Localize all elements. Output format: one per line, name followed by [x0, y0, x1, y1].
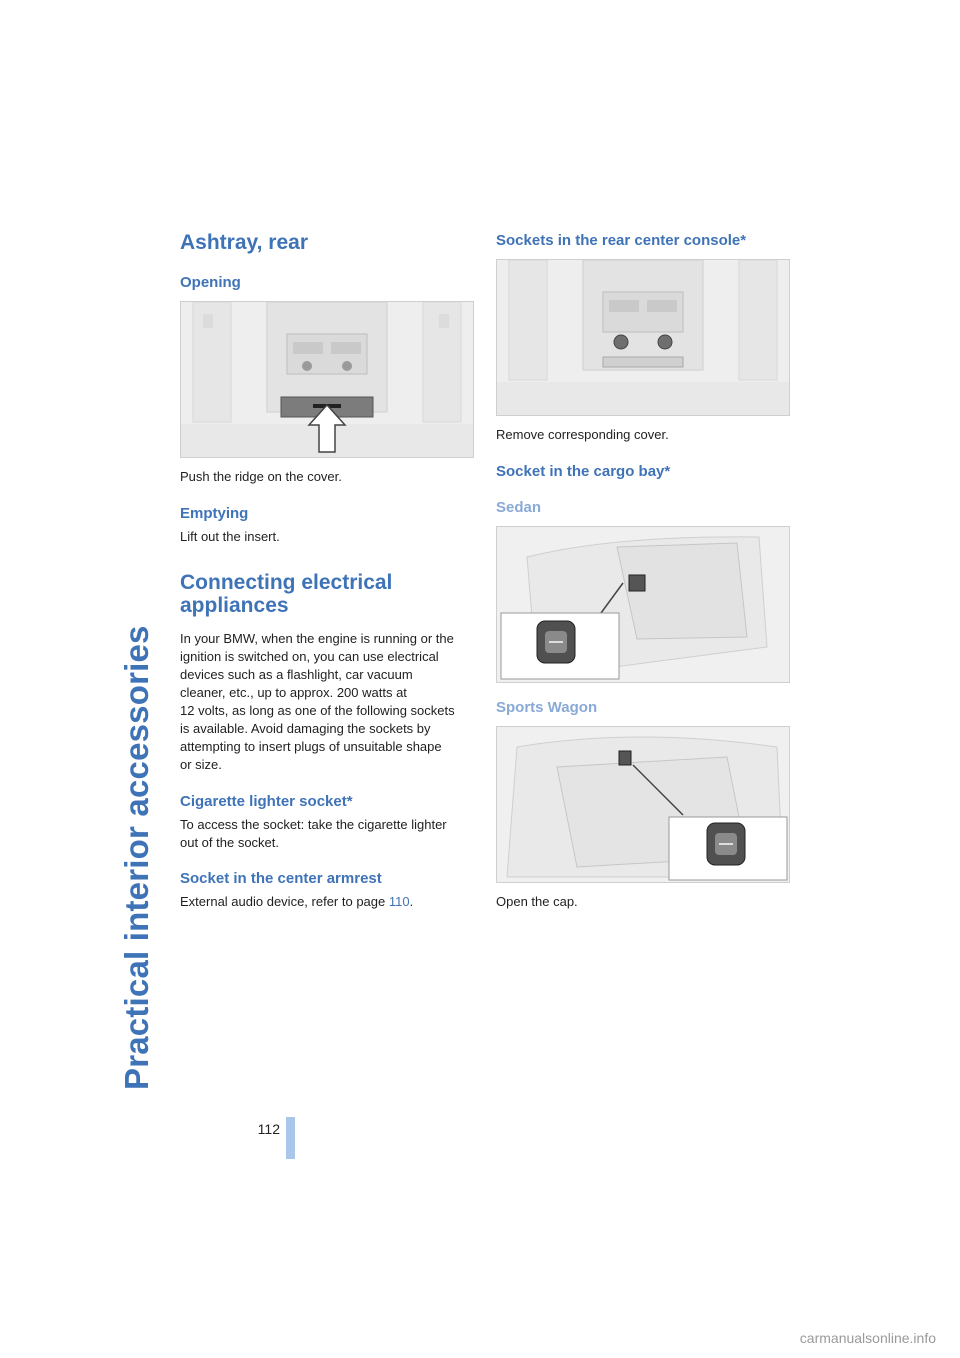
sedan-illustration	[497, 527, 789, 682]
text-line: cleaner, etc., up to approx. 200 watts at	[180, 685, 407, 700]
text-line: out of the socket.	[180, 835, 280, 850]
opening-heading: Opening	[180, 274, 241, 291]
opening-text: Push the ridge on the cover.	[180, 469, 342, 484]
wagon-heading: Sports Wagon	[496, 699, 598, 716]
left-column	[180, 228, 476, 911]
sedan-heading: Sedan	[496, 499, 542, 516]
text-line: To access the socket: take the cigarette lighter	[180, 817, 447, 832]
page-number: 112	[257, 1121, 280, 1137]
armrest-text	[180, 893, 476, 911]
lighter-text	[180, 816, 476, 852]
page-number-bar	[286, 1117, 295, 1159]
wagon-illustration	[497, 727, 789, 882]
wagon-figure	[496, 726, 790, 883]
text-line: ignition is switched on, you can use electrical	[180, 649, 439, 664]
text-line: 12 volts, as long as one of the following sockets	[180, 703, 455, 718]
text-line: In your BMW, when the engine is running or the	[180, 631, 454, 646]
rear-console-heading: Sockets in the rear center console*	[496, 232, 747, 249]
rear-console-text: Remove corresponding cover.	[496, 427, 669, 442]
armrest-text-end: .	[409, 894, 414, 909]
lighter-heading: Cigarette lighter socket*	[180, 793, 353, 810]
connecting-heading-line1: Connecting electrical	[180, 571, 393, 594]
chapter-side-title-text: Practical interior accessories	[118, 625, 155, 1090]
text-line: devices such as a flashlight, car vacuum	[180, 667, 413, 682]
rear-console-illustration	[497, 260, 789, 415]
chapter-side-title	[118, 625, 158, 1130]
ashtray-illustration	[181, 302, 473, 457]
footer-watermark[interactable]: carmanualsonline.info	[799, 1330, 936, 1346]
text-line: is available. Avoid damaging the sockets by	[180, 721, 431, 736]
page-reference-link[interactable]: 110	[388, 894, 410, 909]
armrest-heading: Socket in the center armrest	[180, 870, 382, 887]
connecting-heading	[180, 571, 476, 617]
emptying-text: Lift out the insert.	[180, 529, 280, 544]
emptying-heading: Emptying	[180, 505, 249, 522]
ashtray-heading: Ashtray, rear	[180, 231, 309, 254]
ashtray-figure	[180, 301, 474, 458]
cap-text: Open the cap.	[496, 894, 578, 909]
text-line: or size.	[180, 757, 222, 772]
armrest-text-body: External audio device, refer to page	[180, 894, 389, 909]
right-column	[496, 228, 796, 911]
connecting-heading-line2: appliances	[180, 594, 289, 617]
sedan-figure	[496, 526, 790, 683]
connecting-text	[180, 630, 476, 774]
text-line: attempting to insert plugs of unsuitable shape	[180, 739, 442, 754]
cargo-heading: Socket in the cargo bay*	[496, 463, 671, 480]
rear-console-figure	[496, 259, 790, 416]
